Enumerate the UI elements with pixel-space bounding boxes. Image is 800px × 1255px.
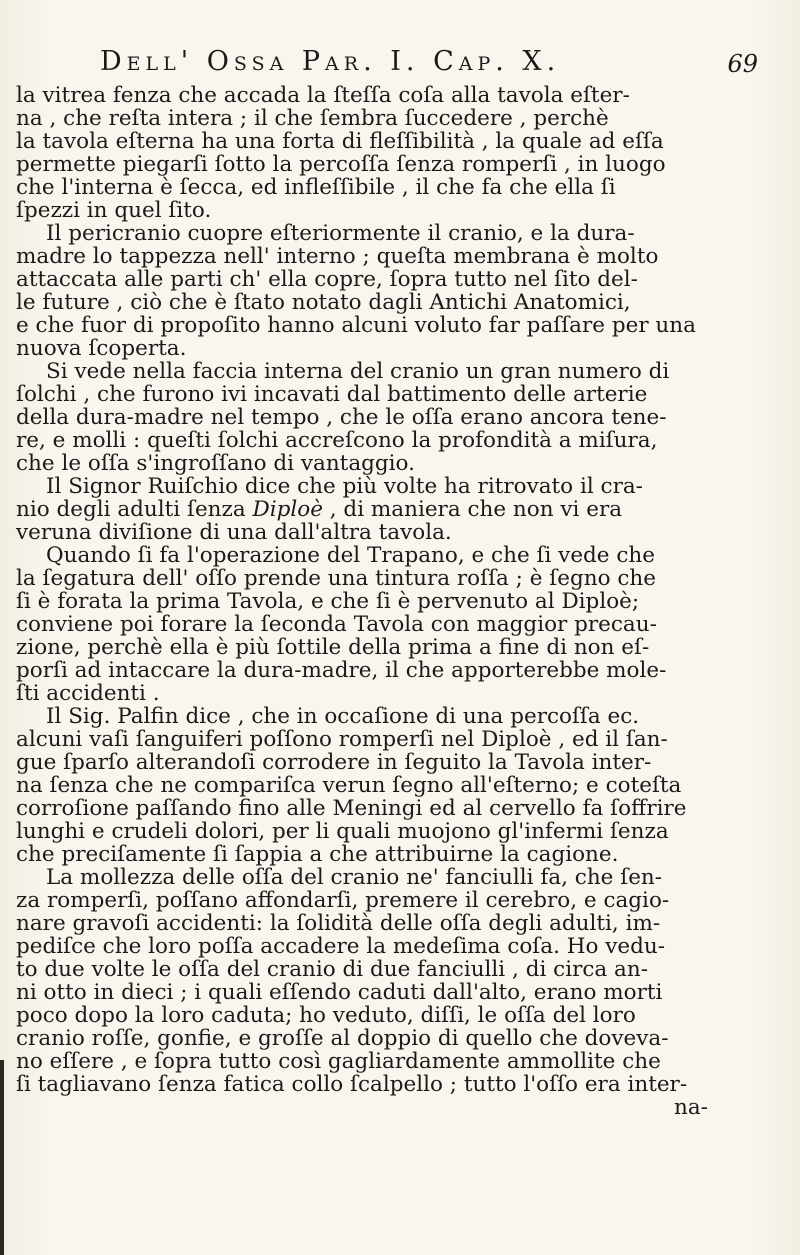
text-line: che le oſſa s'ingroſſano di vantaggio.	[16, 451, 415, 476]
page-number: 69	[727, 50, 758, 78]
text-line: che l'interna è ſecca, ed infleſſibile , il che fa che ella ſi	[16, 175, 616, 200]
text-line: to due volte le oſſa del cranio di due fanciulli , di circa an-	[16, 957, 648, 982]
catchword: na-	[674, 1095, 708, 1120]
page-header	[70, 46, 770, 86]
text-line: Il Signor Ruiſchio dice che più volte ha ritrovato il cra-	[46, 474, 643, 499]
text-line: veruna diviſione di una dall'altra tavola.	[16, 520, 452, 545]
text-line: alcuni vaſi ſanguiferi poſſono romperſi nel Diploè , ed il ſan-	[16, 727, 668, 752]
text-line: Quando ſi fa l'operazione del Trapano, e che ſi vede che	[46, 543, 655, 568]
text-line: za romperſi, poſſano affondarſi, premere il cerebro, e cagio-	[16, 888, 670, 913]
text-line: ſpezzi in quel ſito.	[16, 198, 212, 223]
text-line: la vitrea fenza che accada la ſteſſa coſa alla tavola eſter-	[16, 83, 630, 108]
text-line: cranio roſſe, gonfie, e groſſe al doppio di quello che doveva-	[16, 1026, 669, 1051]
text-line: la ſegatura dell' oſſo prende una tintura roſſa ; è ſegno che	[16, 566, 656, 591]
text-line: nio degli adulti ſenza Diploè , di maniera che non vi era	[16, 497, 623, 522]
running-title: Dell' Ossa Par. I. Cap. X.	[100, 46, 561, 77]
text-line: corroſione paſſando fino alle Meningi ed al cervello fa ſoffrire	[16, 796, 687, 821]
text-line: La mollezza delle oſſa del cranio ne' fanciulli fa, che ſen-	[46, 865, 663, 890]
text-line: e che fuor di propoſito hanno alcuni voluto far paſſare per una	[16, 313, 696, 338]
italic-term: Diploè	[252, 497, 323, 522]
text-line: ni otto in dieci ; i quali eſſendo caduti dall'alto, erano morti	[16, 980, 663, 1005]
text-line: ſolchi , che furono ivi incavati dal battimento delle arterie	[16, 382, 648, 407]
text-line: na , che reſta intera ; il che ſembra ſuccedere , perchè	[16, 106, 609, 131]
text-line: Il Sig. Palfin dice , che in occaſione di una percoſſa ec.	[46, 704, 640, 729]
text-line: poco dopo la loro caduta; ho veduto, diſſi, le oſſa del loro	[16, 1003, 636, 1028]
text-line: nare gravoſi accidenti: la ſolidità delle oſſa degli adulti, im-	[16, 911, 661, 936]
text-line: pediſce che loro poſſa accadere la medeſima coſa. Ho vedu-	[16, 934, 666, 959]
text-line: le future , ciò che è ſtato notato dagli Antichi Anatomici,	[16, 290, 631, 315]
text-line: zione, perchè ella è più ſottile della prima a fine di non eſ-	[16, 635, 650, 660]
text-line: della dura-madre nel tempo , che le oſſa erano ancora tene-	[16, 405, 667, 430]
text-line: ſi tagliavano ſenza fatica collo ſcalpello ; tutto l'oſſo era inter-	[16, 1072, 688, 1097]
text-line: lunghi e crudeli dolori, per li quali muojono gl'infermi ſenza	[16, 819, 669, 844]
text-line: no eſſere , e ſopra tutto così gagliardamente ammollite che	[16, 1049, 661, 1074]
text-line: madre lo tappezza nell' interno ; queſta membrana è molto	[16, 244, 659, 269]
text-line: permette piegarſi ſotto la percoſſa ſenza romperſi , in luogo	[16, 152, 666, 177]
text-line: na ſenza che ne compariſca verun ſegno all'eſterno; e coteſta	[16, 773, 682, 798]
text-line: nuova ſcoperta.	[16, 336, 187, 361]
text-line: conviene poi forare la ſeconda Tavola con maggior precau-	[16, 612, 657, 637]
text-line: Si vede nella faccia interna del cranio un gran numero di	[46, 359, 670, 384]
text-line: ſti accidenti .	[16, 681, 160, 706]
text-line: Il pericranio cuopre eſteriormente il cranio, e la dura-	[46, 221, 635, 246]
text-line: che preciſamente ſi ſappia a che attribuirne la cagione.	[16, 842, 619, 867]
text-line: ſi è forata la prima Tavola, e che ſi è pervenuto al Diploè;	[16, 589, 640, 614]
text-line: attaccata alle parti ch' ella copre, ſopra tutto nel ſito del-	[16, 267, 638, 292]
text-line: gue ſparſo alterandoſi corrodere in ſeguito la Tavola inter-	[16, 750, 652, 775]
text-line: la tavola eſterna ha una forta di fleſſibilità , la quale ad eſſa	[16, 129, 664, 154]
binding-shadow	[0, 1060, 4, 1255]
text-line: porſi ad intaccare la dura-madre, il che apporterebbe mole-	[16, 658, 667, 683]
text-line: re, e molli : queſti ſolchi accreſcono la profondità a miſura,	[16, 428, 658, 453]
